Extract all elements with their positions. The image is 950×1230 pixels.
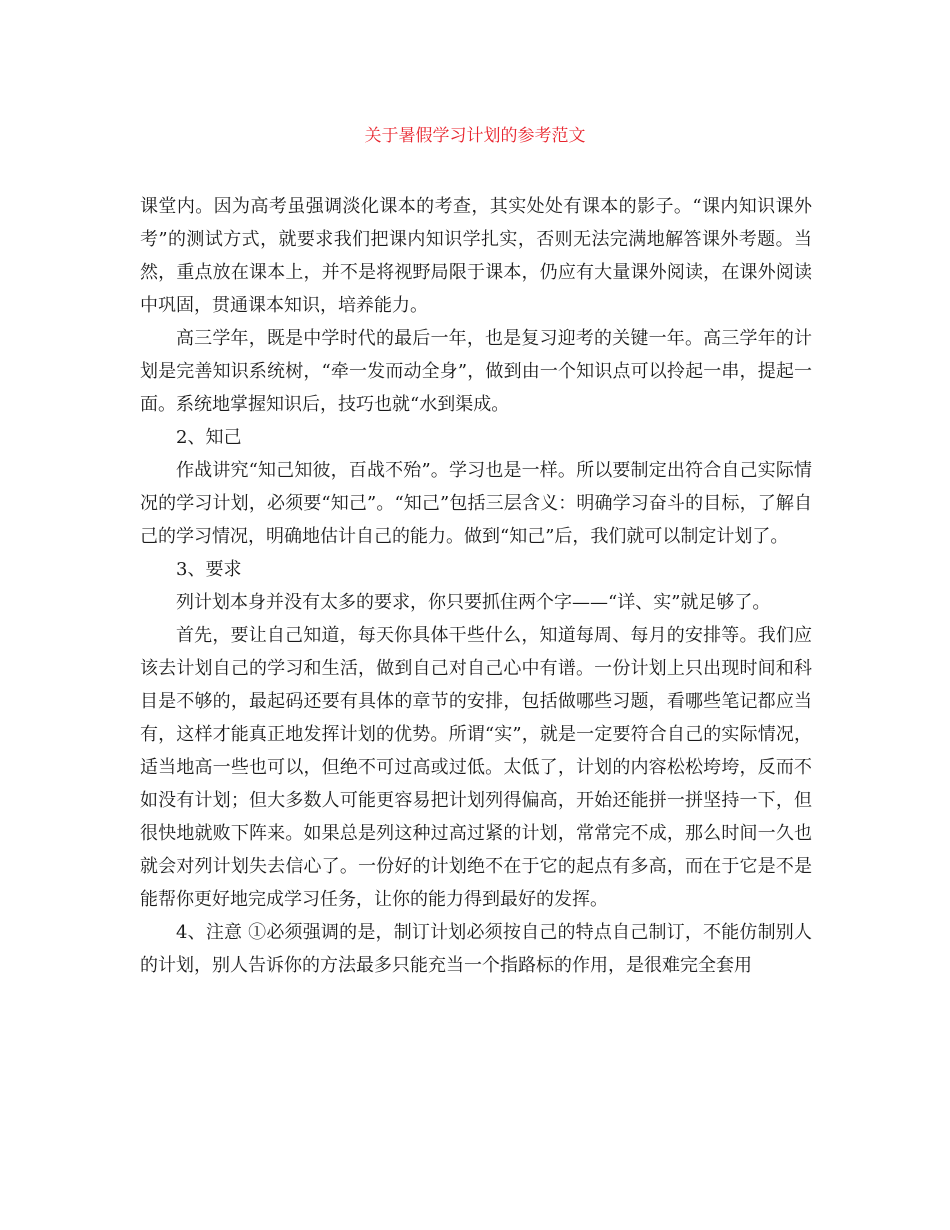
section-heading: 3、要求	[176, 559, 242, 580]
paragraph: 作战讲究“知己知彼，百战不殆”。学习也是一样。所以要制定出符合自己实际情况的学习计划，必须要“知己”。“知己”包括三层含义：明确学习奋斗的目标，了解自己的学习情况，明确地估计自己的能力。做到“知己”后，我们就可以制定计划了。	[140, 460, 812, 547]
paragraph: 高三学年，既是中学时代的最后一年，也是复习迎考的关键一年。高三学年的计划是完善知识系统树，“牵一发而动全身”，做到由一个知识点可以拎起一串，提起一面。系统地掌握知识后，技巧也就“水到渠成。	[140, 328, 812, 415]
section-heading: 2、知己	[176, 427, 242, 448]
paragraph: 首先，要让自己知道，每天你具体干些什么，知道每周、每月的安排等。我们应该去计划自己的学习和生活，做到自己对自己心中有谱。一份计划上只出现时间和科目是不够的，最起码还要有具体的章节的安排，包括做哪些习题，看哪些笔记都应当有，这样才能真正地发挥计划的优势。所谓“实”，就是一定要符合自己的实际情况，适当地高一些也可以，但绝不可过高或过低。太低了，计划的内容松松垮垮，反而不如没有计划；但大多数人可能更容易把计划列得偏高，开始还能拼一拼坚持一下，但很快地就败下阵来。如果总是列这种过高过紧的计划，常常完不成，那么时间一久也就会对列计划失去信心了。一份好的计划绝不在于它的起点有多高，而在于它是不是能帮你更好地完成学习任务，让你的能力得到最好的发挥。	[140, 625, 812, 910]
document-title: 关于暑假学习计划的参考范文	[364, 126, 586, 146]
paragraph: 列计划本身并没有太多的要求，你只要抓住两个字——“详、实”就足够了。	[176, 592, 771, 613]
paragraph: 课堂内。因为高考虽强调淡化课本的考查，其实处处有课本的影子。“课内知识课外考”的测试方式，就要求我们把课内知识学扎实，否则无法完满地解答课外考题。当然，重点放在课本上，并不是将视野局限于课本，仍应有大量课外阅读，在课外阅读中巩固，贯通课本知识，培养能力。	[140, 196, 812, 316]
document-body	[140, 190, 812, 982]
paragraph: 4、注意 ①必须强调的是，制订计划必须按自己的特点自己制订，不能仿制别人的计划，别人告诉你的方法最多只能充当一个指路标的作用，是很难完全套用	[140, 922, 812, 976]
